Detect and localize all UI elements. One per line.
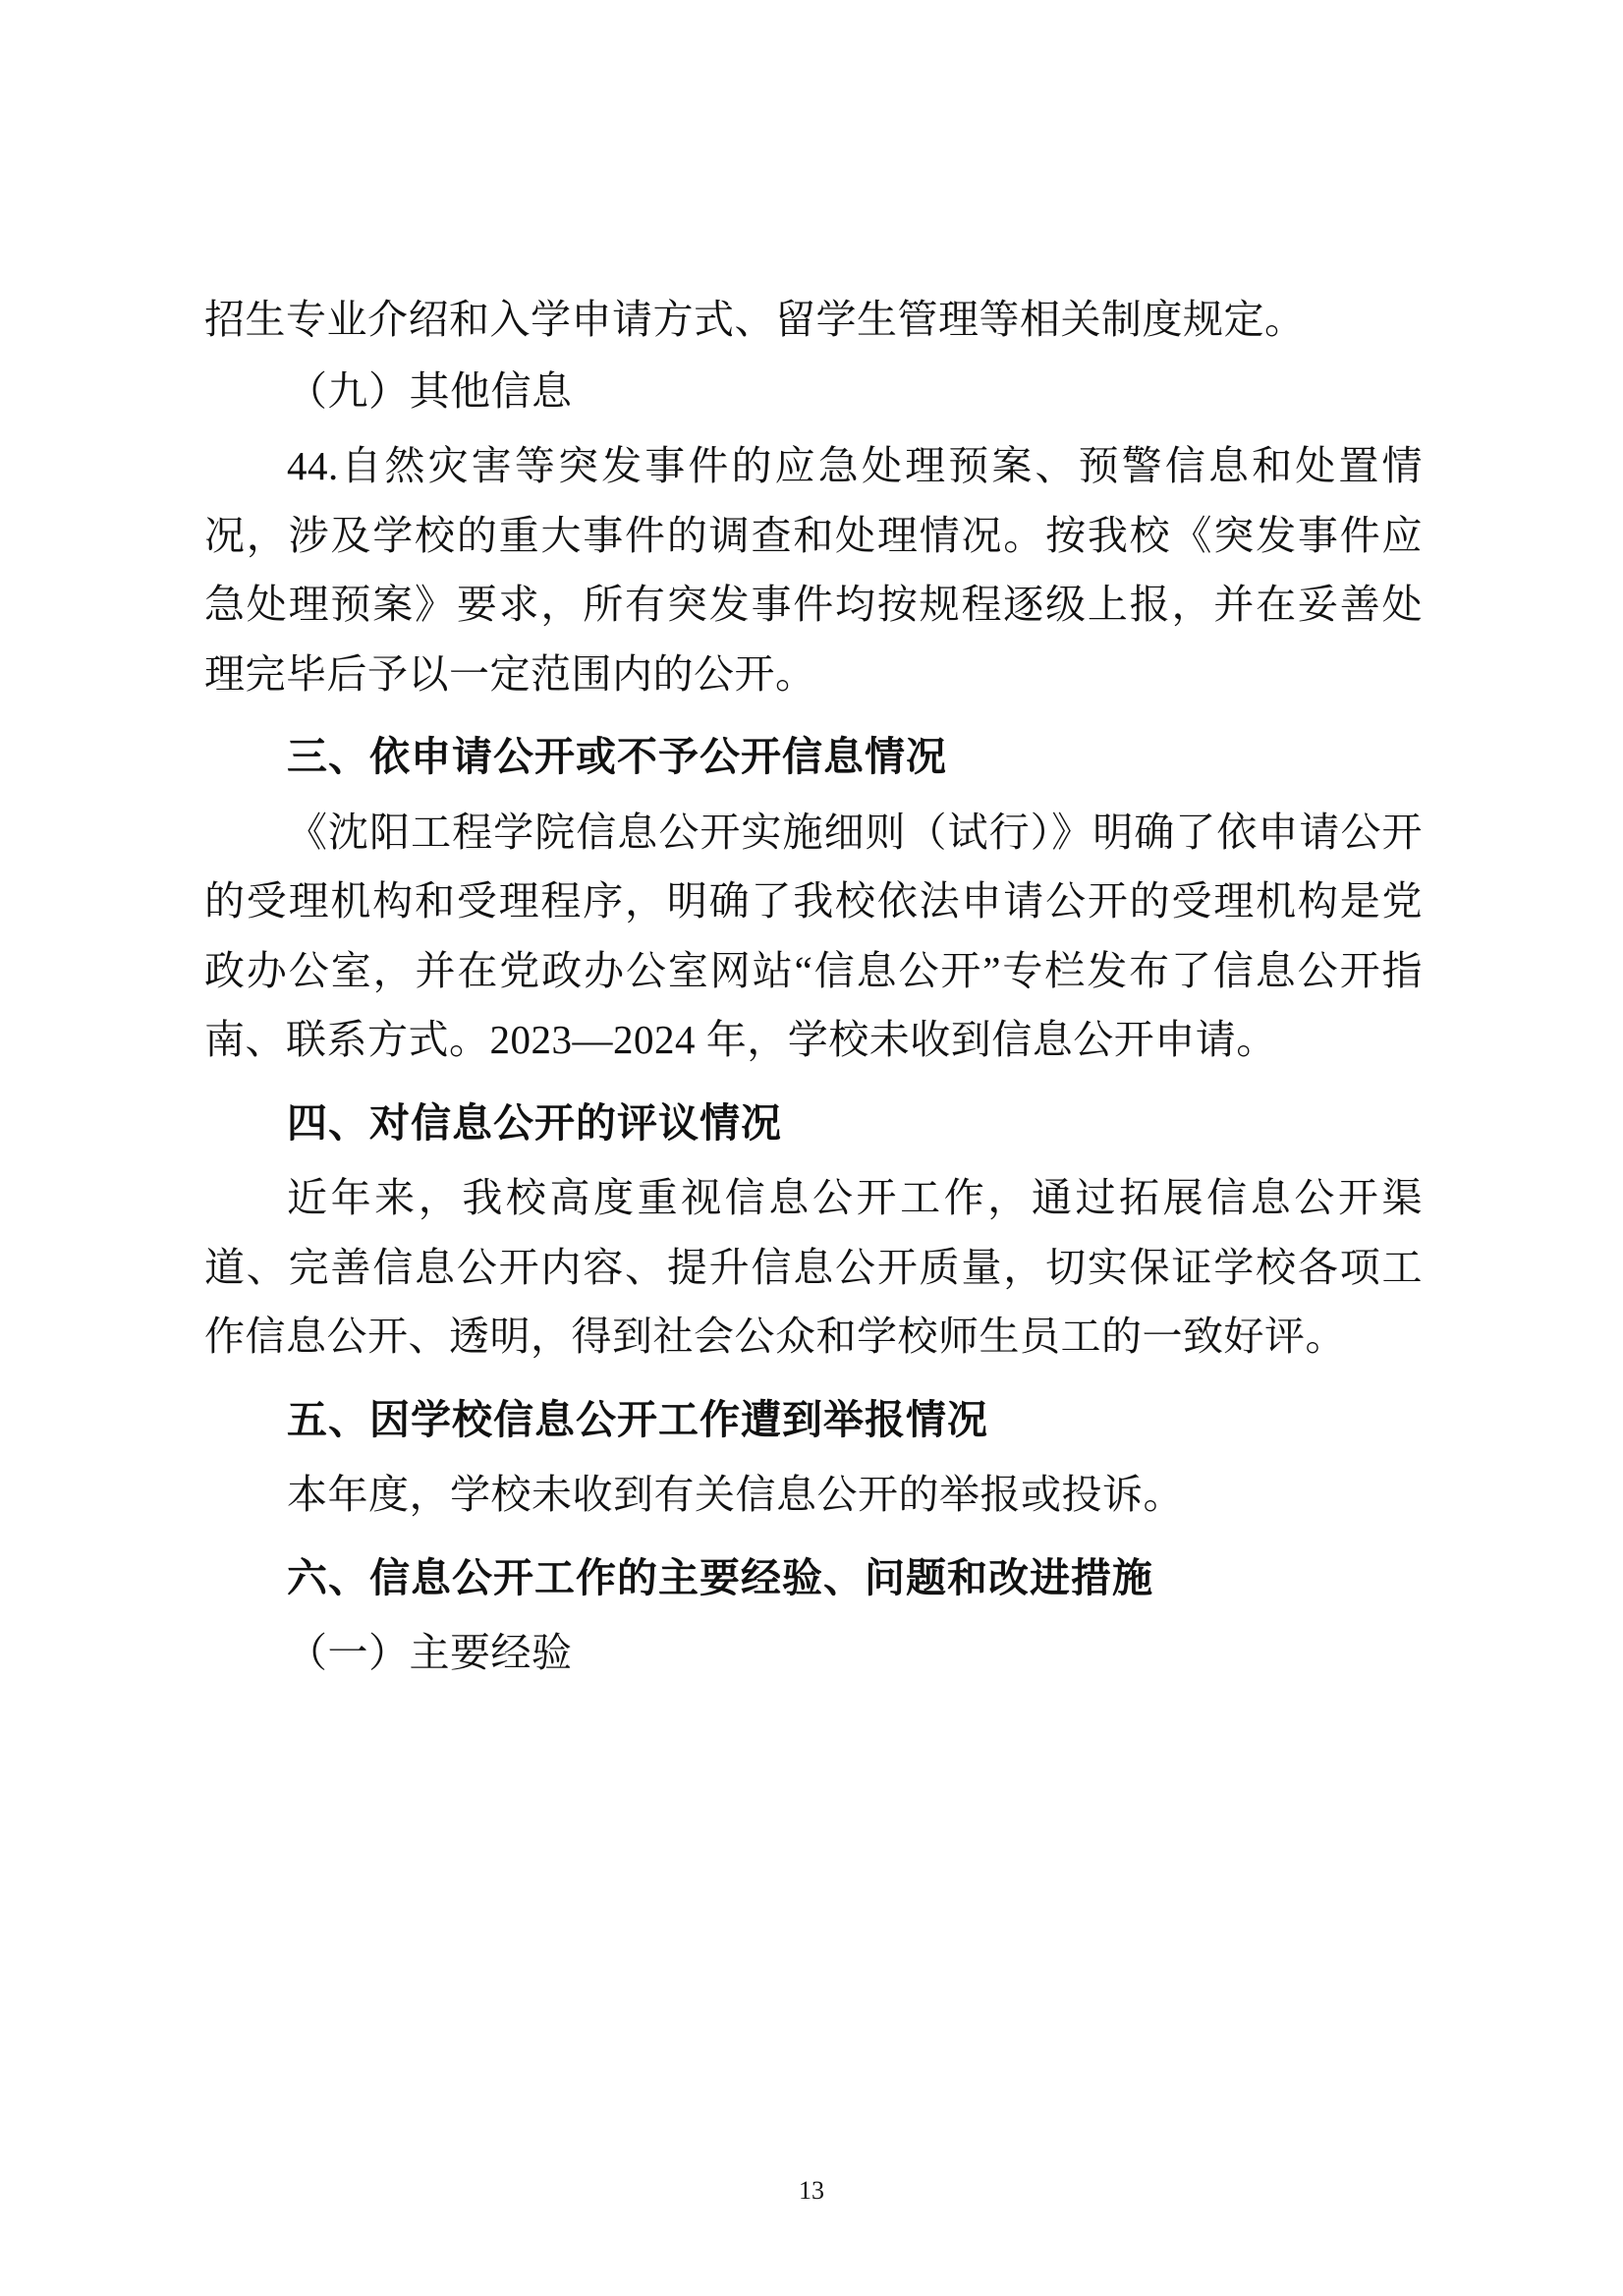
section-heading-four: 四、对信息公开的评议情况 — [287, 1098, 782, 1147]
paragraph-section-four-body: 近年来，我校高度重视信息公开工作，通过拓展信息公开渠道、完善信息公开内容、提升信息公开质量，切实保证学校各项工作信息公开、透明，得到社会公众和学校师生员工的一致好评。 — [204, 1175, 1423, 1360]
subheading-main-experience: （一）主要经验 — [287, 1630, 573, 1676]
page-number: 13 — [799, 2176, 824, 2205]
paragraph-section-three-body: 《沈阳工程学院信息公开实施细则（试行）》明确了依申请公开的受理机构和受理程序，明确了我校依法申请公开的受理机构是党政办公室，并在党政办公室网站“信息公开”专栏发布了信息公开指南、联系方式。2023—2024 年，学校未收到信息公开申请。 — [204, 809, 1423, 1063]
paragraph-continuation: 招生专业介绍和入学申请方式、留学生管理等相关制度规定。 — [204, 297, 1306, 342]
section-heading-three: 三、依申请公开或不予公开信息情况 — [287, 733, 947, 781]
section-subheading-other-info: （九）其他信息 — [287, 367, 573, 414]
paragraph-item-44: 44.自然灾害等突发事件的应急处理预案、预警信息和处置情况，涉及学校的重大事件的调查和处理情况。按我校《突发事件应急处理预案》要求，所有突发事件均按规程逐级上报，并在妥善处理完毕后予以一定范围内的公开。 — [204, 443, 1423, 697]
section-heading-five: 五、因学校信息公开工作遭到举报情况 — [287, 1395, 988, 1443]
section-heading-six: 六、信息公开工作的主要经验、问题和改进措施 — [287, 1553, 1153, 1601]
document-body — [204, 285, 1423, 1688]
paragraph-section-five-body: 本年度，学校未收到有关信息公开的举报或投诉。 — [287, 1472, 1184, 1518]
